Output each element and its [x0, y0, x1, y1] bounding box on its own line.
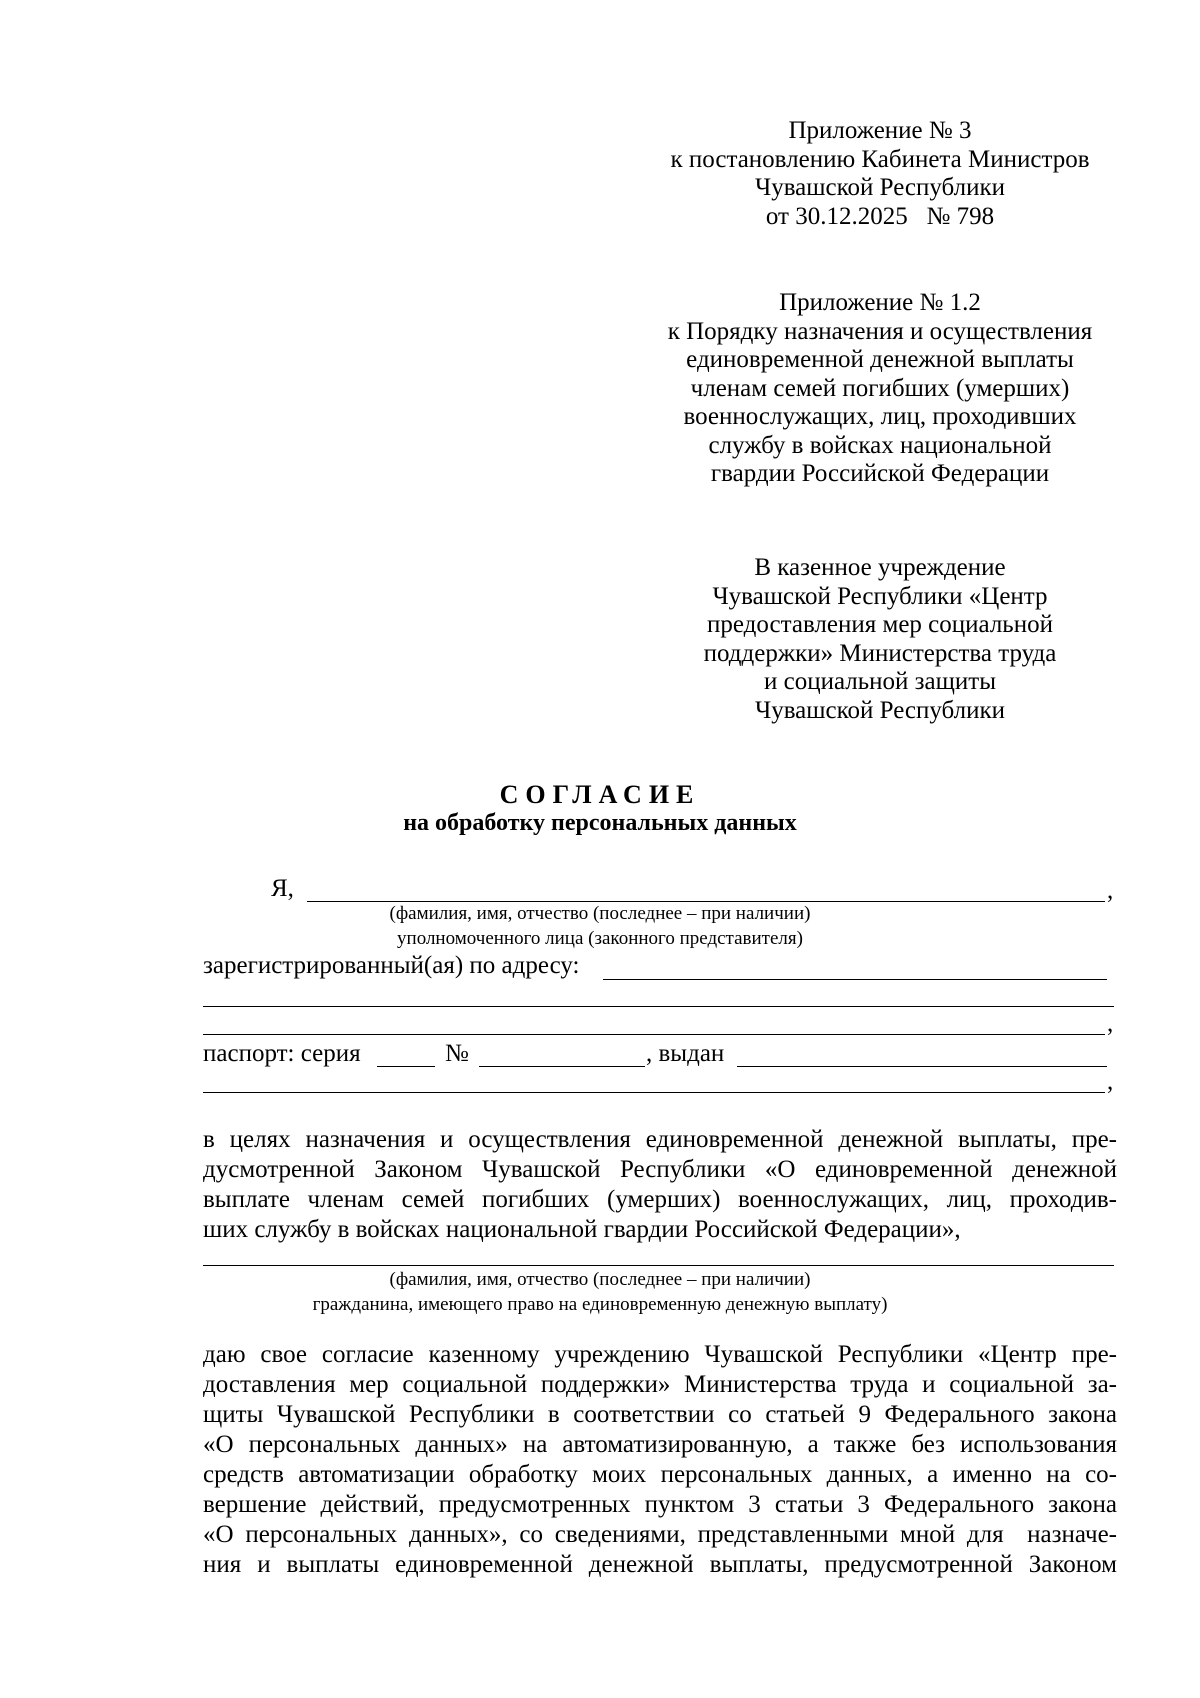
address-row-last [203, 1008, 1117, 1038]
annex-sub-line: Приложение № 1.2 [779, 289, 981, 316]
document-subtitle: на обработку персональных данных [403, 810, 797, 836]
address-field-continuation[interactable] [203, 1034, 1105, 1035]
annex-header [640, 117, 1120, 231]
annex-header-line: Приложение № 3 [788, 117, 972, 144]
comma: , [1107, 1068, 1114, 1095]
consent-line: «О персональных данных», со сведениями, представленными мной для назначе- [203, 1521, 1117, 1548]
consent-paragraph [203, 1340, 1117, 1580]
address-field-continuation[interactable] [203, 1006, 1114, 1007]
caption-citizen-line: гражданина, имеющего право на единовременную денежную выплату) [312, 1294, 888, 1315]
annex-sub-line: службу в войсках национальной [708, 431, 1052, 459]
document-title: СОГЛАСИЕ [499, 780, 701, 809]
annex-sub-line: членам семей погибших (умерших) [690, 374, 1070, 402]
addressee-line: поддержки» Министерства труда [703, 639, 1057, 667]
passport-issued-continuation[interactable] [203, 1092, 1105, 1093]
issued-label: , выдан [646, 1040, 725, 1067]
addressee-line: В казенное учреждение [754, 554, 1006, 581]
passport-number-label: № [445, 1040, 469, 1067]
addressee-line: и социальной защиты [763, 668, 996, 695]
citizen-name-field[interactable] [203, 1265, 1114, 1266]
annex-header-line: Чувашской Республики [754, 174, 1006, 201]
representative-name-field[interactable] [307, 901, 1105, 902]
comma: , [1107, 877, 1114, 904]
annex-sub-line: к Порядку назначения и осуществления [667, 317, 1093, 345]
consent-line: щиты Чувашской Республики в соответствии со статьей 9 Федерального закона [203, 1401, 1117, 1428]
annex-header-line: от 30.12.2025 № 798 [765, 202, 995, 230]
passport-row-last [203, 1066, 1117, 1096]
consent-line: ния и выплаты единовременной денежной выплаты, предусмотренной Законом [203, 1551, 1117, 1578]
consent-line: даю свое согласие казенному учреждению Чувашской Республики «Центр пре- [203, 1341, 1117, 1368]
addressee [640, 554, 1120, 725]
purpose-line: в целях назначения и осуществления единовременной денежной выплаты, пре- [203, 1126, 1117, 1153]
caption-representative-line: уполномоченного лица (законного представителя) [397, 928, 803, 949]
passport-label: паспорт: серия [203, 1040, 361, 1067]
caption-citizen-line: (фамилия, имя, отчество (последнее – при наличии) [389, 1269, 811, 1290]
address-field[interactable] [603, 979, 1107, 980]
consent-line: доставления мер социальной поддержки» Министерства труда и социальной за- [203, 1371, 1117, 1398]
annex-sub-line: военнослужащих, лиц, проходивших [683, 403, 1077, 430]
address-label: зарегистрированный(ая) по адресу: [203, 952, 580, 979]
addressee-line: Чувашской Республики «Центр [712, 582, 1048, 610]
annex-sub-line: единовременной денежной выплаты [686, 346, 1074, 373]
address-row [203, 952, 1117, 982]
representative-name-row [203, 875, 1117, 905]
caption-representative-line: (фамилия, имя, отчество (последнее – при наличии) [389, 903, 811, 924]
purpose-paragraph [203, 1125, 1117, 1245]
addressee-line: предоставления мер социальной [707, 611, 1053, 638]
purpose-line: выплате членам семей погибших (умерших) военнослужащих, лиц, проходив- [203, 1186, 1117, 1213]
comma: , [1107, 1010, 1114, 1037]
consent-line: «О персональных данных» на автоматизированную, а также без использования [203, 1431, 1117, 1458]
purpose-line: ших службу в войсках национальной гвардии Российской Федерации», [203, 1216, 961, 1243]
annex-sub-line: гвардии Российской Федерации [710, 460, 1050, 487]
i-label: Я, [271, 875, 294, 902]
consent-line: вершение действий, предусмотренных пунктом 3 статьи 3 Федерального закона [203, 1491, 1117, 1518]
addressee-line: Чувашской Республики [754, 696, 1006, 724]
annex-sub [640, 289, 1120, 489]
consent-line: средств автоматизации обработку моих персональных данных, а именно на со- [203, 1461, 1117, 1488]
purpose-line: дусмотренной Законом Чувашской Республики «О единовременной денежной [203, 1156, 1117, 1183]
annex-header-line: к постановлению Кабинета Министров [670, 145, 1090, 173]
